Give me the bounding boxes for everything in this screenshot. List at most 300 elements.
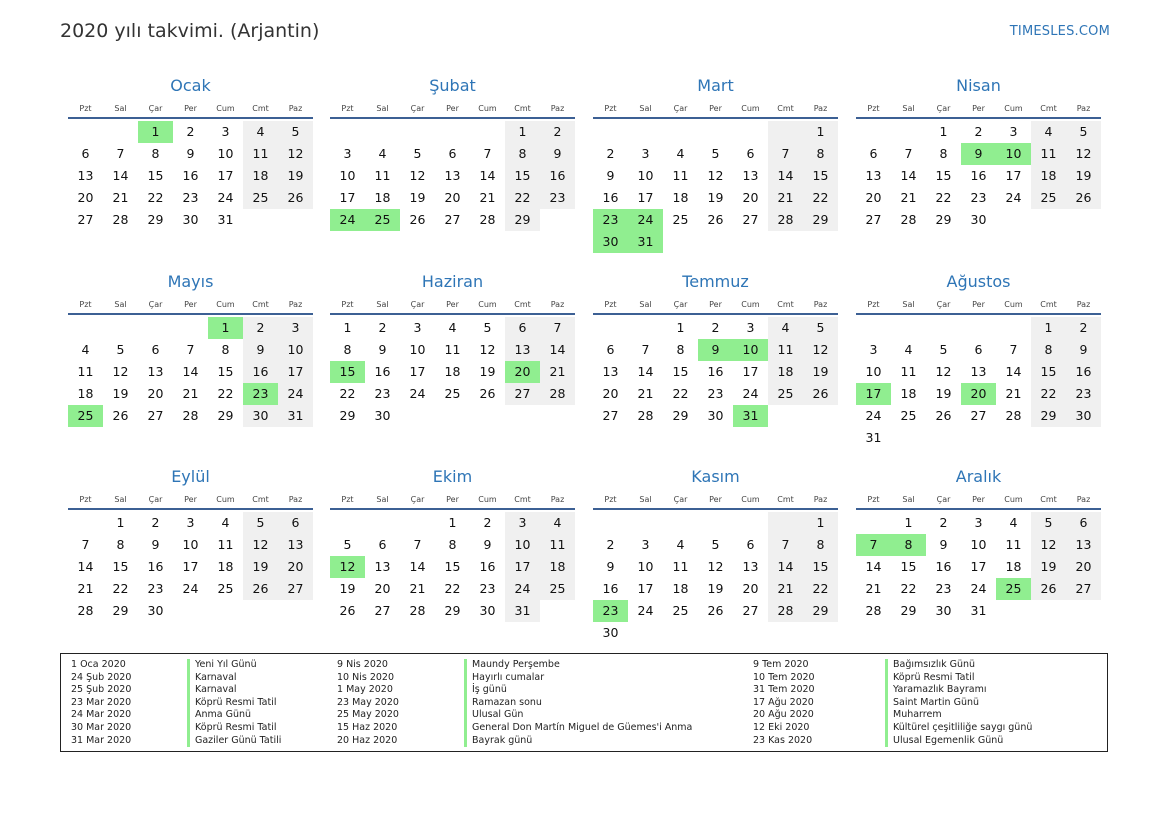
day-cell: 2 [606,146,615,161]
day-cell: 18 [243,165,278,187]
legend-date: 23 Kas 2020 [753,734,813,746]
day-cell: 15 [444,559,461,574]
day-cell: 7 [768,534,803,556]
day-cell: 6 [505,317,540,339]
weekday-label: Sal [639,495,652,504]
legend-date: 1 Oca 2020 [71,659,126,670]
day-cell: 5 [343,537,352,552]
day-cell: 25 [672,603,689,618]
weekday-label: Sal [114,300,127,309]
day-cell: 18 [374,190,391,205]
weekday-label: Cmt [252,300,269,309]
day-cell: 16 [243,361,278,383]
day-cell: 2 [378,320,387,335]
weekday-label: Cmt [777,104,794,113]
weekday-label: Per [184,495,197,504]
day-cell: 19 [803,361,838,383]
holiday-day-cell: 24 [330,209,365,231]
weekday-label: Sal [376,104,389,113]
day-cell: 21 [540,361,575,383]
month-mart [593,74,838,253]
day-cell: 11 [1031,143,1066,165]
month-haziran [330,270,575,427]
day-cell: 26 [707,603,724,618]
empty-day-cell [663,512,698,534]
day-cell: 10 [970,537,987,552]
day-cell: 4 [448,320,457,335]
day-cell: 10 [505,534,540,556]
legend-date: 9 Nis 2020 [337,659,388,670]
day-cell: 26 [1031,578,1066,600]
weekday-label: Cum [216,104,235,113]
month-name: Eylül [171,467,210,486]
empty-day-cell [628,121,663,143]
month-name: Ocak [170,76,211,95]
legend-date: 20 Ağu 2020 [753,709,814,721]
day-cell: 19 [243,556,278,578]
day-cell: 15 [900,559,917,574]
weekday-label: Pzt [604,495,617,504]
day-cell: 27 [77,212,94,227]
weekday-label: Cum [1004,495,1023,504]
empty-day-cell [173,317,208,339]
day-cell: 28 [1005,408,1022,423]
empty-day-cell [926,317,961,339]
day-cell: 2 [1066,317,1101,339]
legend-holiday-name: Yaramazlık Bayramı [885,684,987,697]
weekday-label: Pzt [79,104,92,113]
holiday-day-cell: 15 [330,361,365,383]
day-grid [330,512,575,622]
legend-holiday-name: Ulusal Gün [464,709,523,722]
day-cell: 15 [147,168,164,183]
empty-day-cell [593,317,628,339]
empty-day-cell [996,317,1031,339]
weekday-label: Çar [936,104,951,113]
empty-day-cell [698,512,733,534]
holiday-day-cell: 17 [856,383,891,405]
weekday-label: Çar [410,300,425,309]
day-cell: 14 [409,559,426,574]
legend-holiday-name: Bayrak günü [464,735,532,748]
day-cell: 31 [278,405,313,427]
day-grid [856,121,1101,231]
legend-holiday-name: Karnaval [187,684,237,697]
day-cell: 30 [479,603,496,618]
day-cell: 13 [444,168,461,183]
day-cell: 6 [151,342,160,357]
day-cell: 12 [278,143,313,165]
day-cell: 19 [935,386,952,401]
weekday-label: Pzt [604,300,617,309]
day-cell: 19 [707,190,724,205]
day-cell: 12 [1066,143,1101,165]
holiday-day-cell: 25 [365,209,400,231]
legend-holiday-name: Kültürel çeşitliliğe saygı günü [885,722,1032,735]
day-cell: 19 [1031,556,1066,578]
day-cell: 3 [1009,124,1018,139]
day-cell: 5 [711,537,720,552]
legend-date: 17 Ağu 2020 [753,696,814,708]
day-cell: 1 [939,124,948,139]
legend-date: 24 Mar 2020 [71,709,132,721]
day-cell: 27 [865,212,882,227]
day-cell: 14 [77,559,94,574]
weekday-label: Cum [478,104,497,113]
weekday-label: Sal [114,495,127,504]
day-cell: 23 [970,190,987,205]
day-cell: 11 [444,342,461,357]
day-cell: 10 [182,537,199,552]
month-name: Temmuz [682,272,749,291]
month-eylül [68,465,313,622]
day-cell: 6 [869,146,878,161]
weekday-label: Per [972,495,985,504]
day-cell: 9 [606,559,615,574]
weekday-label: Cmt [1040,300,1057,309]
day-cell: 18 [444,364,461,379]
day-grid [593,121,838,253]
empty-day-cell [68,317,103,339]
day-cell: 19 [278,165,313,187]
day-cell: 22 [1031,383,1066,405]
day-cell: 10 [637,559,654,574]
day-cell: 20 [374,581,391,596]
day-cell: 8 [221,342,230,357]
legend-holiday-name: Anma Günü [187,709,251,722]
day-cell: 11 [540,534,575,556]
weekday-header [593,493,838,507]
day-cell: 1 [448,515,457,530]
month-name: Aralık [955,467,1002,486]
weekday-label: Çar [410,495,425,504]
day-cell: 21 [409,581,426,596]
day-cell: 26 [339,603,356,618]
weekday-label: Paz [288,300,303,309]
day-cell: 25 [672,212,689,227]
day-grid [330,317,575,427]
day-cell: 12 [1031,534,1066,556]
day-cell: 9 [1066,339,1101,361]
day-cell: 14 [112,168,129,183]
legend-date: 31 Mar 2020 [71,734,132,746]
day-cell: 21 [768,578,803,600]
day-grid [68,512,313,622]
month-şubat [330,74,575,231]
day-cell: 19 [409,190,426,205]
day-cell: 14 [540,339,575,361]
day-cell: 6 [278,512,313,534]
legend-date: 25 May 2020 [337,709,399,721]
empty-day-cell [593,512,628,534]
day-cell: 22 [900,581,917,596]
weekday-label: Cmt [514,300,531,309]
day-cell: 7 [483,146,492,161]
day-cell: 2 [711,320,720,335]
day-cell: 7 [81,537,90,552]
legend-holiday-name: Gaziler Günü Tatili [187,735,281,748]
day-cell: 6 [746,146,755,161]
weekday-label: Paz [550,495,565,504]
day-cell: 2 [243,317,278,339]
day-cell: 18 [1005,559,1022,574]
month-divider [593,117,838,119]
day-cell: 6 [448,146,457,161]
weekday-label: Çar [936,300,951,309]
month-divider [330,117,575,119]
day-cell: 13 [1066,534,1101,556]
legend-date: 12 Eki 2020 [753,722,810,733]
empty-day-cell [330,512,365,534]
legend-date: 15 Haz 2020 [337,722,398,733]
day-cell: 23 [707,386,724,401]
day-cell: 31 [970,603,987,618]
day-cell: 17 [409,364,426,379]
day-cell: 30 [243,405,278,427]
month-divider [593,508,838,510]
weekday-label: Cum [1004,300,1023,309]
day-cell: 25 [217,581,234,596]
day-cell: 27 [742,212,759,227]
day-cell: 20 [278,556,313,578]
day-cell: 29 [217,408,234,423]
day-cell: 31 [217,212,234,227]
day-cell: 2 [151,515,160,530]
weekday-label: Pzt [79,300,92,309]
day-cell: 27 [374,603,391,618]
weekday-label: Per [184,300,197,309]
legend-date: 25 Şub 2020 [71,684,132,696]
legend-date: 24 Şub 2020 [71,671,132,683]
empty-day-cell [628,317,663,339]
day-cell: 5 [278,121,313,143]
weekday-label: Pzt [867,495,880,504]
day-cell: 19 [112,386,129,401]
day-cell: 28 [768,209,803,231]
empty-day-cell [435,121,470,143]
day-cell: 13 [865,168,882,183]
day-cell: 20 [147,386,164,401]
day-cell: 27 [1066,578,1101,600]
empty-day-cell [103,317,138,339]
day-cell: 30 [970,212,987,227]
legend-date: 20 Haz 2020 [337,734,398,746]
day-cell: 11 [768,339,803,361]
day-cell: 3 [641,146,650,161]
day-grid [856,512,1101,622]
day-cell: 21 [182,386,199,401]
day-cell: 15 [217,364,234,379]
day-cell: 17 [637,190,654,205]
day-cell: 18 [217,559,234,574]
month-aralık [856,465,1101,622]
day-cell: 18 [672,190,689,205]
day-cell: 9 [606,168,615,183]
weekday-label: Paz [288,495,303,504]
day-cell: 24 [637,603,654,618]
day-cell: 11 [672,168,689,183]
day-cell: 3 [746,320,755,335]
month-name: Şubat [429,76,476,95]
day-cell: 13 [742,559,759,574]
day-cell: 13 [602,364,619,379]
day-cell: 4 [768,317,803,339]
day-cell: 5 [1031,512,1066,534]
holiday-day-cell: 10 [996,143,1031,165]
day-cell: 26 [1066,187,1101,209]
day-cell: 15 [112,559,129,574]
day-cell: 4 [81,342,90,357]
holiday-day-cell: 20 [505,361,540,383]
day-cell: 12 [707,559,724,574]
day-cell: 29 [147,212,164,227]
holiday-day-cell: 24 [628,209,663,231]
day-cell: 6 [1066,512,1101,534]
day-cell: 2 [540,121,575,143]
weekday-label: Pzt [867,104,880,113]
day-cell: 31 [505,600,540,622]
day-cell: 24 [217,190,234,205]
day-cell: 29 [803,600,838,622]
day-cell: 3 [974,515,983,530]
day-cell: 6 [746,537,755,552]
month-ekim [330,465,575,622]
day-cell: 20 [1066,556,1101,578]
day-cell: 1 [1031,317,1066,339]
day-cell: 26 [707,212,724,227]
legend-holiday-name: Bağımsızlık Günü [885,659,975,672]
weekday-label: Per [446,104,459,113]
legend-holiday-name: Köprü Resmi Tatil [187,722,276,735]
day-cell: 20 [444,190,461,205]
weekday-header [330,493,575,507]
holiday-day-cell: 9 [698,339,733,361]
weekday-header [330,298,575,312]
weekday-label: Çar [148,495,163,504]
day-cell: 14 [182,364,199,379]
day-cell: 16 [147,559,164,574]
day-cell: 8 [116,537,125,552]
day-cell: 12 [479,342,496,357]
day-cell: 28 [768,600,803,622]
day-grid [68,317,313,427]
day-cell: 5 [711,146,720,161]
day-cell: 29 [505,209,540,231]
weekday-label: Cmt [514,104,531,113]
day-cell: 10 [278,339,313,361]
day-cell: 5 [939,342,948,357]
weekday-label: Pzt [341,300,354,309]
day-cell: 26 [479,386,496,401]
day-cell: 23 [147,581,164,596]
day-cell: 30 [182,212,199,227]
day-cell: 20 [742,190,759,205]
weekday-label: Paz [813,104,828,113]
legend-holiday-name: Maundy Perşembe [464,659,560,672]
day-cell: 7 [1009,342,1018,357]
day-cell: 21 [479,190,496,205]
day-cell: 9 [151,537,160,552]
day-cell: 20 [865,190,882,205]
day-cell: 24 [409,386,426,401]
day-cell: 18 [672,581,689,596]
day-cell: 13 [278,534,313,556]
weekday-label: Paz [550,104,565,113]
weekday-header [68,102,313,116]
day-grid [593,317,838,427]
holiday-day-cell: 9 [961,143,996,165]
empty-day-cell [103,121,138,143]
day-cell: 31 [865,430,882,445]
legend-holiday-name: Saint Martin Günü [885,697,979,710]
empty-day-cell [733,512,768,534]
day-cell: 8 [676,342,685,357]
weekday-label: Sal [376,300,389,309]
day-cell: 21 [865,581,882,596]
day-cell: 24 [182,581,199,596]
day-cell: 12 [935,364,952,379]
month-name: Haziran [421,272,484,291]
month-divider [68,313,313,315]
day-cell: 27 [970,408,987,423]
weekday-header [593,102,838,116]
site-link[interactable]: TIMESLES.COM [1009,24,1110,39]
empty-day-cell [733,121,768,143]
legend-holiday-name: Yeni Yıl Günü [187,659,257,672]
day-cell: 17 [505,556,540,578]
month-divider [330,508,575,510]
day-cell: 16 [935,559,952,574]
month-name: Kasım [691,467,740,486]
weekday-label: Sal [639,300,652,309]
weekday-label: Sal [902,300,915,309]
day-cell: 19 [707,581,724,596]
day-cell: 13 [374,559,391,574]
day-cell: 23 [182,190,199,205]
day-grid [856,317,1101,449]
day-cell: 30 [374,408,391,423]
month-divider [68,508,313,510]
day-cell: 23 [479,581,496,596]
day-cell: 7 [116,146,125,161]
page-title: 2020 yılı takvimi. (Arjantin) [60,20,320,42]
day-cell: 9 [243,339,278,361]
weekday-label: Cmt [1040,495,1057,504]
day-cell: 3 [869,342,878,357]
day-cell: 17 [339,190,356,205]
day-cell: 18 [900,386,917,401]
day-cell: 4 [540,512,575,534]
day-cell: 14 [865,559,882,574]
day-cell: 1 [505,121,540,143]
holiday-day-cell: 8 [891,534,926,556]
day-cell: 1 [803,121,838,143]
day-cell: 10 [339,168,356,183]
day-cell: 29 [672,408,689,423]
day-cell: 16 [602,581,619,596]
day-cell: 17 [970,559,987,574]
day-cell: 13 [77,168,94,183]
day-cell: 11 [77,364,94,379]
day-cell: 12 [803,339,838,361]
legend-holiday-name: Karnaval [187,672,237,685]
empty-day-cell [68,512,103,534]
empty-day-cell [856,512,891,534]
weekday-label: Cum [741,300,760,309]
day-cell: 1 [116,515,125,530]
day-cell: 22 [672,386,689,401]
empty-day-cell [891,121,926,143]
